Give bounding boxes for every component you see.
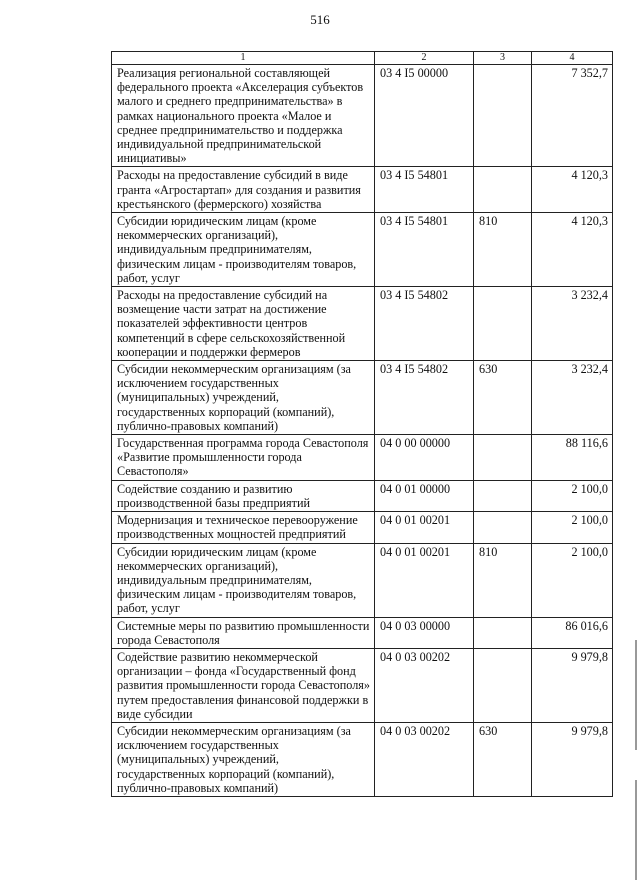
row-amount: 2 100,0 [532, 512, 613, 543]
row-amount: 3 232,4 [532, 361, 613, 435]
table-row [112, 435, 613, 481]
row-kind [474, 480, 532, 511]
row-name: Государственная программа города Севастополя «Развитие промышленности города Севастополя» [112, 435, 375, 481]
row-kind: 630 [474, 361, 532, 435]
scan-edge-mark [635, 780, 637, 880]
table-row [112, 361, 613, 435]
row-name: Модернизация и техническое перевооружение производственных мощностей предприятий [112, 512, 375, 543]
row-amount: 2 100,0 [532, 480, 613, 511]
table-row [112, 543, 613, 617]
header-col-4: 4 [532, 52, 613, 65]
page-number: 516 [310, 12, 330, 27]
table-row [112, 65, 613, 167]
header-col-3: 3 [474, 52, 532, 65]
row-amount: 2 100,0 [532, 543, 613, 617]
row-code: 04 0 03 00202 [375, 648, 474, 722]
row-name: Субсидии некоммерческим организациям (за исключением государственных (муниципальных) учреждений, государственных корпораций (компаний), публично-правовых компаний) [112, 361, 375, 435]
row-code: 04 0 03 00202 [375, 722, 474, 796]
table-row [112, 722, 613, 796]
table-row [112, 648, 613, 722]
row-amount: 88 116,6 [532, 435, 613, 481]
table-row [112, 512, 613, 543]
row-name: Содействие развитию некоммерческой организации – фонда «Государственный фонд развития промышленности города Севастополя» путем предоставления финансовой поддержки в виде субсидии [112, 648, 375, 722]
row-name: Субсидии юридическим лицам (кроме некоммерческих организаций), индивидуальным предпринимателям, физическим лицам - производителям товаров, работ, услуг [112, 543, 375, 617]
table-row [112, 287, 613, 361]
header-col-2: 2 [375, 52, 474, 65]
row-amount: 86 016,6 [532, 617, 613, 648]
row-code: 04 0 01 00201 [375, 543, 474, 617]
scan-edge-mark [635, 640, 637, 750]
row-amount: 7 352,7 [532, 65, 613, 167]
row-code: 03 4 I5 54801 [375, 213, 474, 287]
row-kind [474, 287, 532, 361]
row-kind [474, 617, 532, 648]
row-code: 04 0 01 00000 [375, 480, 474, 511]
row-code: 04 0 03 00000 [375, 617, 474, 648]
row-kind [474, 512, 532, 543]
row-name: Субсидии некоммерческим организациям (за исключением государственных (муниципальных) учреждений, государственных корпораций (компаний), публично-правовых компаний) [112, 722, 375, 796]
row-name: Содействие созданию и развитию производственной базы предприятий [112, 480, 375, 511]
table-row [112, 167, 613, 213]
row-code: 03 4 I5 54801 [375, 167, 474, 213]
row-kind: 810 [474, 543, 532, 617]
row-code: 04 0 01 00201 [375, 512, 474, 543]
row-kind [474, 65, 532, 167]
row-kind [474, 648, 532, 722]
row-amount: 3 232,4 [532, 287, 613, 361]
header-col-1: 1 [112, 52, 375, 65]
row-kind [474, 435, 532, 481]
row-code: 03 4 I5 54802 [375, 287, 474, 361]
table-row [112, 480, 613, 511]
row-amount: 4 120,3 [532, 213, 613, 287]
row-amount: 9 979,8 [532, 722, 613, 796]
row-name: Субсидии юридическим лицам (кроме некоммерческих организаций), индивидуальным предпринимателям, физическим лицам - производителям товаров, работ, услуг [112, 213, 375, 287]
row-amount: 9 979,8 [532, 648, 613, 722]
row-code: 03 4 I5 54802 [375, 361, 474, 435]
row-name: Расходы на предоставление субсидий на возмещение части затрат на достижение показателей эффективности центров компетенций в сфере сельскохозяйственной кооперации и поддержки фермеров [112, 287, 375, 361]
row-kind: 810 [474, 213, 532, 287]
table-row [112, 213, 613, 287]
row-amount: 4 120,3 [532, 167, 613, 213]
row-code: 04 0 00 00000 [375, 435, 474, 481]
row-code: 03 4 I5 00000 [375, 65, 474, 167]
budget-table [111, 51, 613, 797]
table-row [112, 617, 613, 648]
row-kind: 630 [474, 722, 532, 796]
row-name: Реализация региональной составляющей федерального проекта «Акселерация субъектов малого и среднего предпринимательства» в рамках национального проекта «Малое и среднее предпринимательство и поддержка индивидуальной предпринимательской инициативы» [112, 65, 375, 167]
header-row [112, 52, 613, 65]
row-name: Системные меры по развитию промышленности города Севастополя [112, 617, 375, 648]
row-kind [474, 167, 532, 213]
row-name: Расходы на предоставление субсидий в виде гранта «Агростартап» для создания и развития крестьянского (фермерского) хозяйства [112, 167, 375, 213]
